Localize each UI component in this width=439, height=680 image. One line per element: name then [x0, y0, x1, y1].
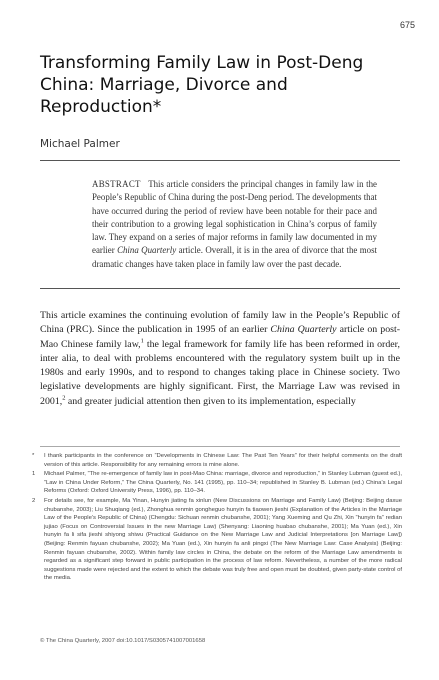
abstract	[92, 178, 377, 271]
body-paragraph	[40, 309, 400, 409]
body-journal-ref: China Quarterly	[270, 324, 337, 336]
top-divider	[40, 160, 400, 161]
author-name: Michael Palmer	[40, 138, 120, 150]
body-text-2: article on post-Mao Chinese family law,	[40, 324, 401, 350]
body-text-3: the legal framework for family life has been reformed in order, inter alia, to deal with problems encountered with the regulatory system built up in the 1980s and early 1990s, and to respond to changes taking place in Chinese society. Two legislative developments are highly significant. First, the Marriage Law was revised in 2001,	[40, 338, 401, 407]
body-text-4: and greater judicial attention then given to its implementation, especially	[65, 395, 356, 407]
abstract-text: This article considers the principal changes in family law in the People’s Republic of China during the post-Deng period. The developments that have occurred during the period of review have been notable for their pace and their contribution to a growing legal sophistication in China’s corpus of family law. They expand on a series of major reforms in family law documented in my earlier	[92, 179, 378, 256]
footnotes	[30, 452, 402, 584]
footnote-text: Michael Palmer, “The re-emergence of family law in post-Mao China: marriage, divorce and reproduction,” in Stanley Lubman (guest ed.), “Law in China Under Reform,” The China Quarterly, No. 141 (1995), pp. 110–34; republished in Stanley B. Lubman (ed.) China’s Legal Reforms (Oxford: Oxford University Press, 1996), pp. 110–34.	[44, 471, 402, 495]
footnote-ref-2[interactable]: 2	[62, 394, 66, 402]
footnote-text: I thank participants in the conference on “Developments in Chinese Law: The Past Ten Years” for their helpful comments on the draft version of this article. Responsibility for any remaining errors is mine alone.	[44, 453, 402, 468]
page-footer: © The China Quarterly, 2007 doi:10.1017/S0305741007001658	[40, 638, 206, 644]
footnote	[30, 452, 402, 469]
footnote-divider	[40, 446, 400, 447]
footnote	[30, 497, 402, 583]
body-text-1: This article examines the continuing evolution of family law in the People’s Republic of China (PRC). Since the publication in 1995 of an earlier	[40, 310, 400, 336]
footnote-ref-1[interactable]: 1	[140, 337, 144, 345]
footnote-text: For details see, for example, Ma Yinan, Hunyin jiating fa xinlun (New Discussions on Marriage and Family Law) (Beijing: Beijing daxue chubanshe, 2003); Liu Shuqiang (ed.), Zhonghua renmin gongheguo hunyin fa tiaowen jieshi (Explanation of the Articles in the Marriage Law of the People’s Republic of China) (Chengdu: Sichuan renmin chubanshe, 2001); Yang Xueming and Qu Zhi, Xin “hunyin fa” redian jujiao (Focus on Controversial Issues in the new Marriage Law) (Shenyang: Liaoning huabao chubanshe, 2001); Ma Yuan (ed.), Xin hunyin fa li sifa jieshi shiyong shiwu (Practical Guidance on the New Marriage Law and Judicial Interpretations [on Marriage Law]) (Beijing: Renmin fayuan chubanshe, 2002); Ma Yuan (ed.), Xin hunyin fa anli pingxi (The New Marriage Law: Case Analysis) (Beijing: Renmin fayuan chubanshe, 2002). Within family law circles in China, the debate on the reform of the Marriage Law amendments is regarded as a significant step forward in public participation in the process of law reform. Nevertheless, a number of the more radical suggestions made were rejected and the extent to which the debate was truly free and open must be doubted, given party-state control of the media.	[44, 497, 402, 582]
footnote	[30, 470, 402, 496]
page-number: 675	[399, 20, 415, 30]
abstract-text-end: article. Overall, it is in the area of divorce that the most dramatic changes have taken place in family law over the past decade.	[92, 245, 377, 269]
footnote-marker: *	[32, 453, 35, 459]
article-title: Transforming Family Law in Post-Deng China: Marriage, Divorce and Reproduction*	[40, 53, 364, 117]
abstract-label: ABSTRACT	[92, 179, 141, 189]
footnote-marker: 2	[32, 497, 36, 504]
bottom-divider	[40, 288, 400, 289]
footnote-marker: 1	[32, 471, 36, 478]
abstract-journal-ref: China Quarterly	[117, 245, 177, 256]
